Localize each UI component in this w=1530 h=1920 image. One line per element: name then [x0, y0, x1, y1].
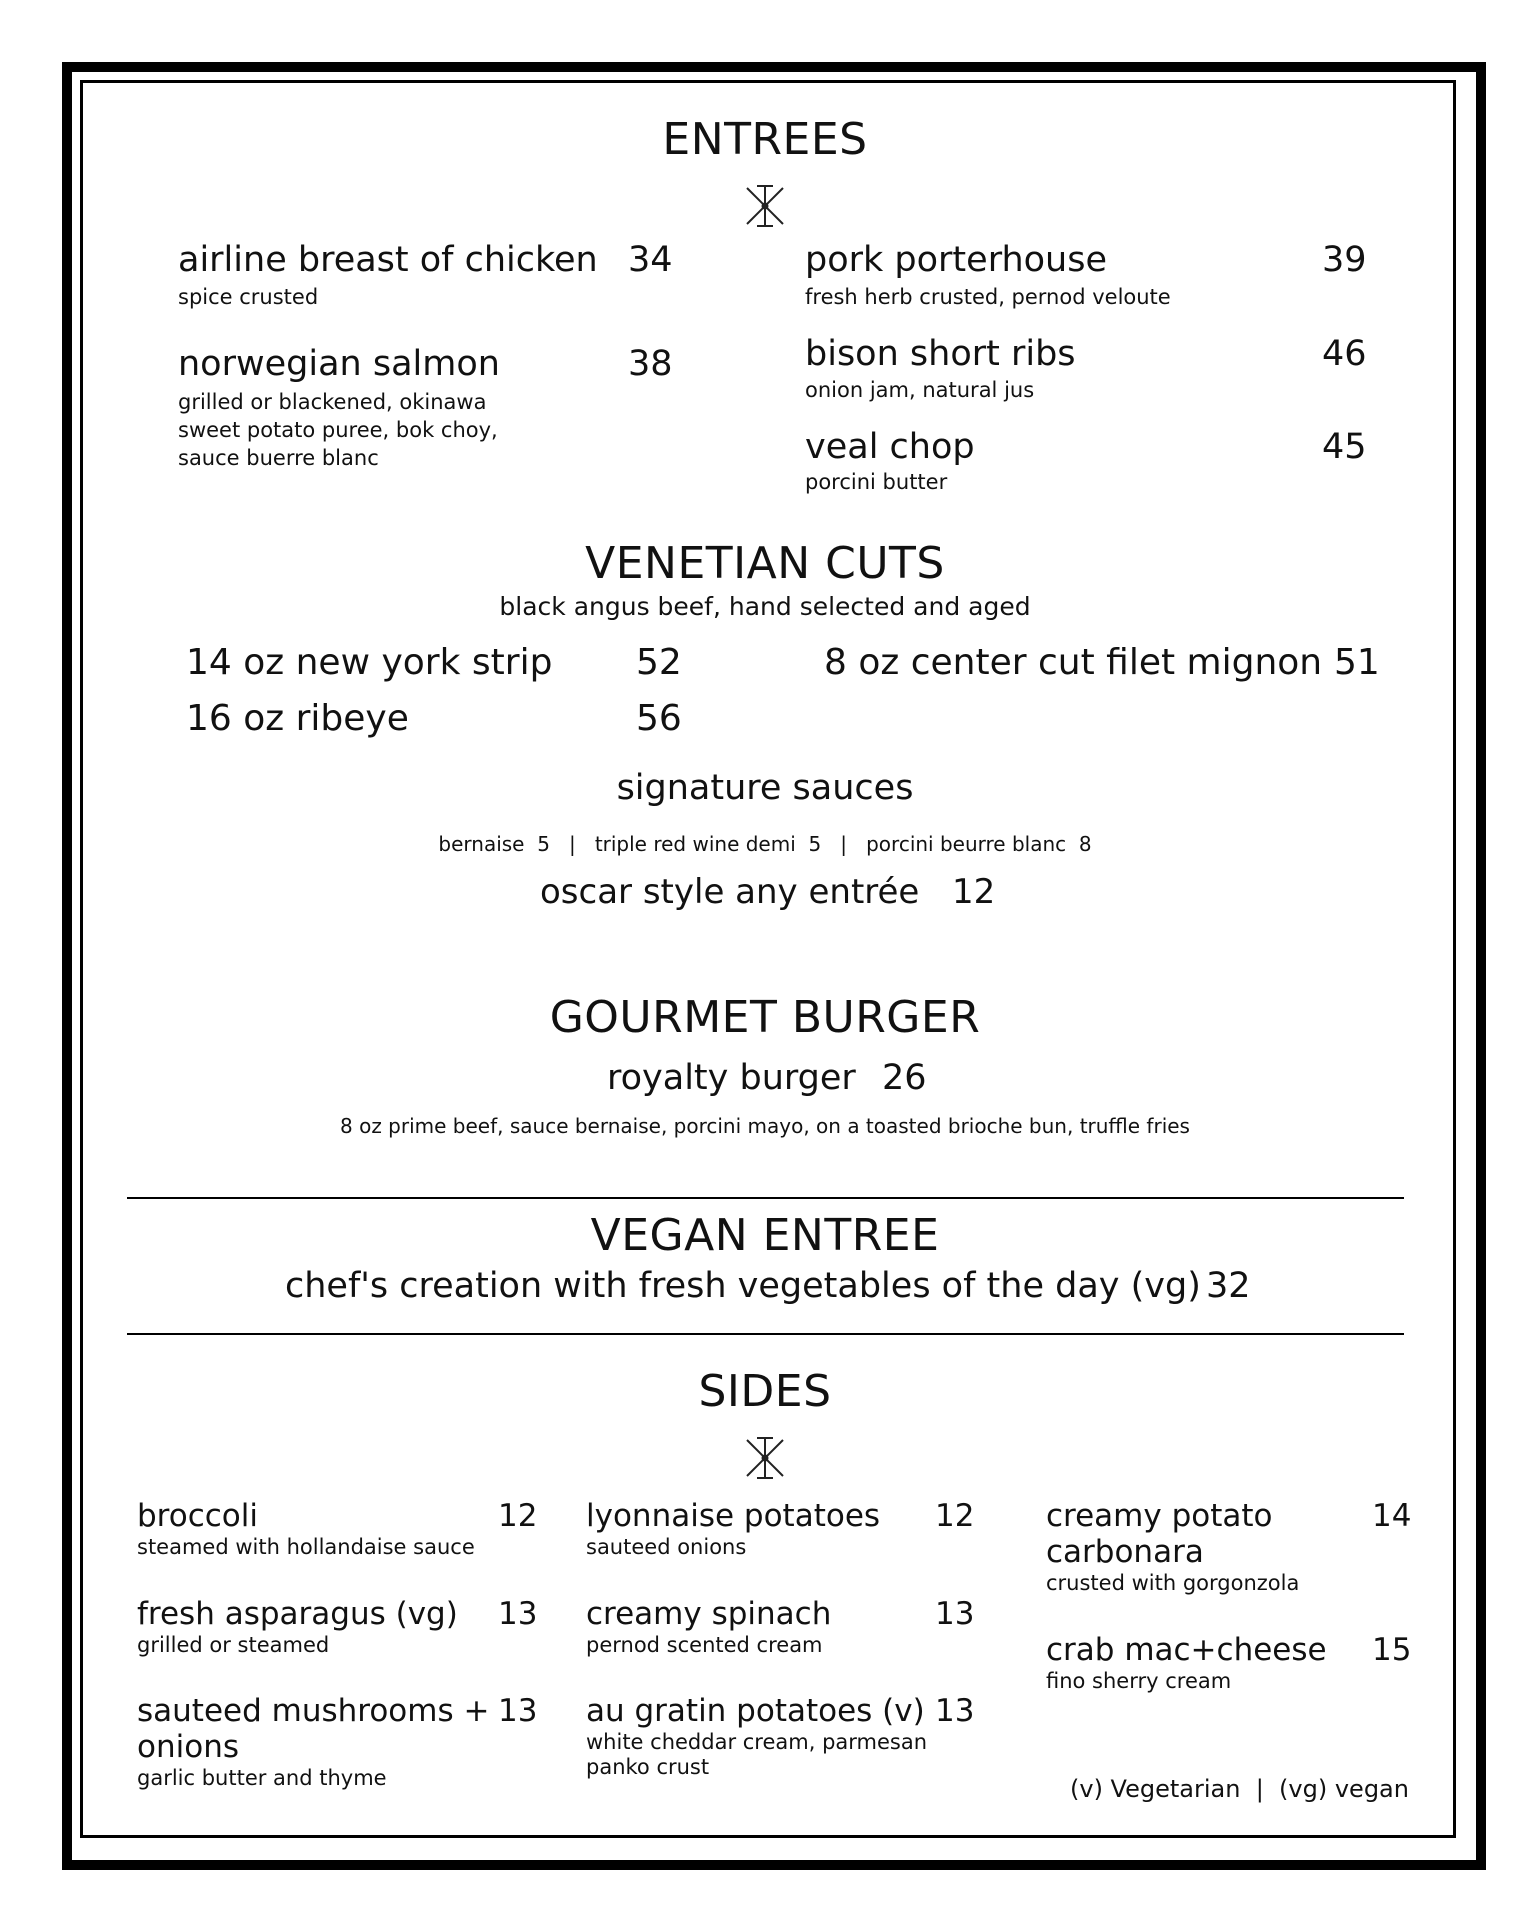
vegan-entree-price: 32	[1206, 1266, 1251, 1306]
entree-price: 38	[628, 344, 673, 384]
sauces-list: bernaise 5 | triple red wine demi 5 | porcini beurre blanc 8	[438, 832, 1092, 856]
entree-desc: spice crusted	[178, 285, 319, 309]
entree-name: airline breast of chicken	[178, 240, 598, 280]
side-desc: crusted with gorgonzola	[1046, 1571, 1300, 1595]
side-price: 13	[498, 1596, 538, 1632]
star-burst-ornament-icon	[743, 1436, 787, 1480]
cut-name: 14 oz new york strip	[186, 642, 553, 683]
entree-desc: fresh herb crusted, pernod veloute	[805, 285, 1171, 309]
entree-name: norwegian salmon	[178, 344, 500, 384]
cut-price: 51	[1334, 642, 1380, 683]
venetian-cuts-subtitle: black angus beef, hand selected and aged	[499, 592, 1031, 621]
side-name: lyonnaise potatoes	[586, 1498, 881, 1534]
entree-desc: onion jam, natural jus	[805, 378, 1035, 402]
side-desc: garlic butter and thyme	[137, 1766, 387, 1790]
entrees-heading: ENTREES	[662, 114, 868, 165]
star-burst-ornament-icon	[743, 184, 787, 228]
entree-name: veal chop	[805, 427, 975, 467]
entree-price: 46	[1322, 334, 1367, 374]
side-desc: white cheddar cream, parmesan panko crust	[586, 1730, 928, 1779]
side-desc: grilled or steamed	[137, 1633, 330, 1657]
side-price: 13	[935, 1693, 975, 1729]
entree-price: 34	[628, 240, 673, 280]
burger-desc: 8 oz prime beef, sauce bernaise, porcini mayo, on a toasted brioche bun, truffle fries	[340, 1114, 1190, 1138]
cut-price: 52	[636, 642, 682, 683]
side-name: broccoli	[137, 1498, 258, 1534]
sides-heading: SIDES	[698, 1366, 832, 1417]
oscar-style-name: oscar style any entrée	[540, 872, 920, 912]
cut-price: 56	[636, 698, 682, 739]
side-name: sauteed mushrooms + onions	[137, 1693, 490, 1765]
signature-sauces-heading: signature sauces	[616, 768, 914, 808]
side-name: creamy spinach	[586, 1596, 832, 1632]
entree-name: bison short ribs	[805, 334, 1076, 374]
side-name: creamy potato carbonara	[1046, 1498, 1273, 1570]
dietary-legend: (v) Vegetarian | (vg) vegan	[1070, 1775, 1409, 1803]
side-price: 12	[498, 1498, 538, 1534]
burger-price: 26	[882, 1058, 927, 1098]
vegan-entree-heading: VEGAN ENTREE	[590, 1210, 940, 1261]
entree-name: pork porterhouse	[805, 240, 1108, 280]
side-desc: fino sherry cream	[1046, 1669, 1232, 1693]
entree-price: 39	[1322, 240, 1367, 280]
oscar-style-price: 12	[952, 872, 996, 912]
side-price: 13	[498, 1693, 538, 1729]
gourmet-burger-heading: GOURMET BURGER	[549, 992, 981, 1043]
side-name: fresh asparagus (vg)	[137, 1596, 458, 1632]
side-name: au gratin potatoes (v)	[586, 1693, 925, 1729]
side-price: 14	[1372, 1498, 1412, 1534]
side-desc: sauteed onions	[586, 1535, 747, 1559]
side-price: 13	[935, 1596, 975, 1632]
entree-price: 45	[1322, 427, 1367, 467]
cut-name: 16 oz ribeye	[186, 698, 409, 739]
venetian-cuts-heading: VENETIAN CUTS	[585, 538, 945, 589]
entree-desc: grilled or blackened, okinawa sweet potato puree, bok choy, sauce buerre blanc	[178, 390, 498, 470]
side-name: crab mac+cheese	[1046, 1632, 1327, 1668]
vegan-entree-name: chef's creation with fresh vegetables of the day (vg)	[285, 1266, 1201, 1306]
entree-desc: porcini butter	[805, 470, 948, 494]
divider-line	[127, 1333, 1404, 1335]
side-price: 12	[935, 1498, 975, 1534]
side-desc: pernod scented cream	[586, 1633, 823, 1657]
cut-name: 8 oz center cut filet mignon	[824, 642, 1323, 683]
side-desc: steamed with hollandaise sauce	[137, 1535, 475, 1559]
burger-name: royalty burger	[607, 1058, 856, 1098]
divider-line	[127, 1197, 1404, 1199]
side-price: 15	[1372, 1632, 1412, 1668]
